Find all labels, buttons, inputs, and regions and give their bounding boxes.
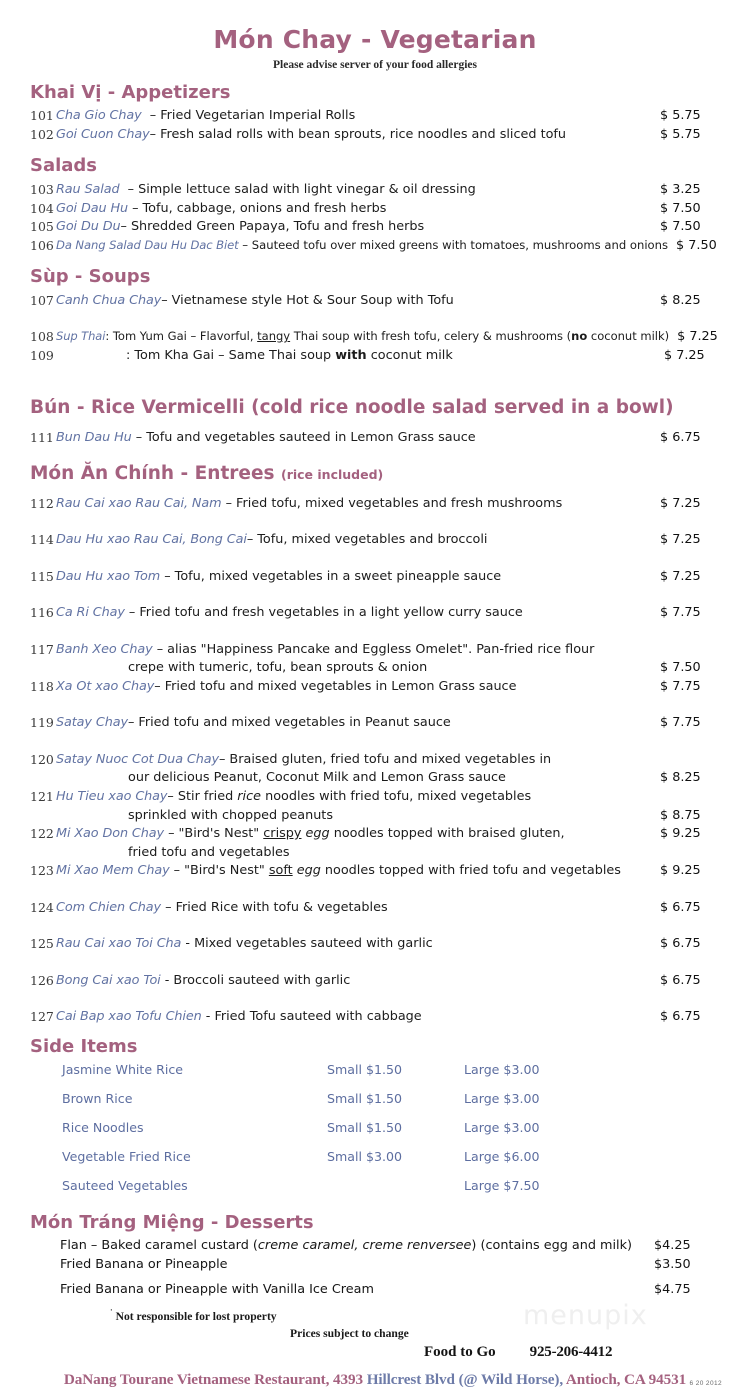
tick-mark: ˙ [110, 1307, 113, 1317]
item-description [56, 531, 660, 550]
thai-no: no [571, 329, 588, 344]
item-vietnamese-name: Dau Hu xao Tom [56, 568, 161, 584]
dessert-name: Fried Banana or Pineapple with Vanilla Ice Cream [60, 1282, 374, 1298]
item-description [56, 825, 660, 844]
item-price: $ 6.75 [660, 1009, 701, 1025]
menu-item-row [28, 641, 724, 660]
menu-item-row [28, 107, 724, 126]
item-description [56, 714, 660, 733]
item-vietnamese-name: Satay Nuoc Cot Dua Chay [56, 751, 219, 767]
item-dash: – [225, 495, 237, 511]
item-line-2: crepe with tumeric, tofu, bean sprouts & onion [128, 660, 428, 676]
menu-item-row [28, 531, 724, 550]
item-line-1-b: noodles topped with braised gluten, [329, 826, 565, 842]
item-line-1: – Braised gluten, fried tofu and mixed vegetables in [218, 751, 552, 767]
item-vietnamese-name: Bun Dau Hu [56, 429, 132, 445]
side-item-name: Vegetable Fried Rice [62, 1148, 191, 1164]
item-vietnamese-name: Satay Chay [56, 715, 128, 731]
thai-tangy: tangy [257, 329, 291, 344]
item-vietnamese-name: Sup Thai [56, 329, 106, 344]
salad-list [28, 181, 724, 255]
item-english-desc: Fried Rice with tofu & vegetables [175, 899, 388, 915]
item-dash: – [164, 568, 175, 584]
item-description [56, 200, 660, 219]
item-vietnamese-name: Rau Salad [56, 181, 120, 197]
footer [26, 1299, 724, 1389]
item-english-desc: Sauteed tofu over mixed greens with tomatoes, mushrooms and onions [251, 237, 669, 252]
item-vietnamese-name: Goi Du Du [56, 219, 121, 235]
item-dash: – [127, 181, 139, 197]
side-item-row [62, 1149, 724, 1178]
food-to-go-label: Food to Go [424, 1343, 496, 1360]
item-description [56, 862, 660, 881]
item-description [56, 788, 660, 807]
restaurant-name: DaNang Tourane Vietnamese Restaurant, 4393 [63, 1370, 367, 1388]
thai-line2-a: : Tom Kha Gai – Same Thai soup [126, 347, 336, 363]
item-price: $ 7.75 [660, 715, 701, 731]
item-number: 117 [30, 641, 54, 657]
item-english-desc: Fried tofu and fresh vegetables in a light yellow curry sauce [139, 605, 523, 621]
prices-subject-notice: Prices subject to change [290, 1326, 409, 1340]
item-dash: - [205, 1009, 215, 1025]
item-description [56, 972, 660, 991]
item-number: 107 [30, 292, 54, 308]
lost-property-text: Not responsible for lost property [115, 1309, 277, 1323]
item-number: 103 [30, 181, 54, 197]
item-price: $ 3.25 [660, 181, 701, 197]
item-english-desc: Tofu, mixed vegetables and broccoli [257, 532, 488, 548]
item-number: 124 [30, 899, 54, 915]
item-emphasis-egg: egg [301, 826, 330, 842]
item-number: 111 [30, 429, 54, 445]
side-item-small-price: Small $3.00 [327, 1148, 403, 1164]
item-price-spacer [660, 844, 724, 863]
date-stamp: 6 20 2012 [689, 1379, 722, 1387]
side-item-name: Rice Noodles [62, 1119, 144, 1135]
item-price: $ 8.25 [660, 292, 701, 308]
item-vietnamese-name: Bong Cai xao Toi [56, 972, 161, 988]
item-price: $ 7.25 [660, 532, 701, 548]
item-vietnamese-name: Goi Dau Hu [56, 200, 128, 216]
item-description [56, 604, 660, 623]
item-english-desc: Broccoli sauteed with garlic [173, 972, 351, 988]
item-dash: – [132, 200, 143, 216]
section-heading-soups: Sùp - Soups [30, 266, 151, 288]
item-vietnamese-name: Cai Bap xao Tofu Chien [56, 1009, 202, 1025]
side-item-row [62, 1091, 724, 1120]
item-line-1-a: – Stir fried [167, 789, 238, 805]
section-heading-appetizers: Khai Vị - Appetizers [30, 81, 231, 103]
item-dash: – [161, 292, 172, 308]
item-price: $ 5.75 [660, 108, 701, 124]
address-city: Antioch, CA 94531 [565, 1370, 687, 1388]
menu-item-row [28, 126, 724, 145]
item-vietnamese-name: Hu Tieu xao Chay [56, 789, 168, 805]
menu-item-row [28, 218, 724, 237]
side-item-large-price: Large $3.00 [464, 1061, 540, 1077]
item-continuation-row [28, 659, 724, 678]
item-continuation-row [28, 807, 724, 826]
item-description [56, 237, 676, 254]
item-english-desc: Fried Tofu sauteed with cabbage [214, 1009, 422, 1025]
thai-line1-a: : Tom Yum Gai – Flavorful, [105, 329, 258, 344]
item-english-desc: Fried Vegetarian Imperial Rolls [160, 108, 356, 124]
item-vietnamese-name: Com Chien Chay [56, 899, 162, 915]
item-vietnamese-name: Banh Xeo Chay [56, 641, 153, 657]
item-dash: – [149, 108, 161, 124]
item-vietnamese-name: Goi Cuon Chay [56, 126, 150, 142]
menu-item-row [28, 1008, 724, 1027]
side-item-large-price: Large $3.00 [464, 1119, 540, 1135]
item-number: 120 [30, 751, 54, 767]
menu-item-row [28, 495, 724, 514]
item-vietnamese-name: Canh Chua Chay [56, 292, 162, 308]
menu-item-row [28, 328, 724, 347]
item-line-1: – alias "Happiness Pancake and Eggless Omelet". Pan-fried rice flour [156, 641, 595, 657]
menu-item-row [28, 568, 724, 587]
dessert-text-italic: creme caramel, creme renversee [257, 1238, 472, 1254]
menu-item-row [28, 347, 724, 366]
item-description [56, 347, 664, 366]
entrees-heading-note: (rice included) [280, 467, 384, 483]
side-item-large-price: Large $3.00 [464, 1090, 540, 1106]
dessert-text-a: Flan – Baked caramel custard ( [60, 1238, 258, 1254]
side-item-small-price: Small $1.50 [327, 1090, 403, 1106]
section-heading-salads: Salads [30, 155, 98, 177]
item-description [56, 899, 660, 918]
item-english-desc: Tofu, mixed vegetables in a sweet pineapple sauce [174, 568, 502, 584]
restaurant-address [26, 1371, 724, 1389]
menu-item-row [28, 788, 724, 807]
item-number: 119 [30, 715, 54, 731]
item-number: 118 [30, 678, 54, 694]
entree-list [28, 495, 724, 1027]
section-heading-entrees [30, 463, 724, 484]
item-vietnamese-name: Xa Ot xao Chay [56, 678, 155, 694]
item-line-1-a: – "Bird's Nest" [168, 826, 264, 842]
item-number: 102 [30, 126, 54, 142]
item-english-desc: Simple lettuce salad with light vinegar & oil dressing [138, 181, 476, 197]
item-number: 101 [30, 108, 54, 124]
menu-item-row [28, 972, 724, 991]
side-item-name: Brown Rice [62, 1090, 133, 1106]
item-vietnamese-name: Mi Xao Don Chay [56, 826, 164, 842]
section-heading-vermicelli: Bún - Rice Vermicelli (cold rice noodle salad served in a bowl) [30, 397, 674, 419]
item-description [56, 181, 660, 200]
item-english-desc: Tofu, cabbage, onions and fresh herbs [142, 200, 387, 216]
item-number: 123 [30, 863, 54, 879]
side-item-small-price: Small $1.50 [327, 1061, 403, 1077]
item-english-desc: Fried tofu and mixed vegetables in Lemon Grass sauce [164, 678, 517, 694]
item-number: 104 [30, 200, 54, 216]
side-item-row [62, 1062, 724, 1091]
menu-item-row [28, 181, 724, 200]
item-number: 109 [30, 347, 54, 363]
item-dash: – [165, 899, 176, 915]
item-continuation-row [28, 844, 724, 863]
thai-line1-c: coconut milk) [587, 329, 670, 344]
item-price: $ 8.75 [660, 807, 701, 823]
item-price: $ 7.50 [660, 219, 701, 235]
item-description [56, 935, 660, 954]
item-price: $ 6.75 [660, 936, 701, 952]
phone-number[interactable]: 925-206-4412 [529, 1343, 613, 1360]
item-price: $ 7.50 [660, 660, 701, 676]
item-number: 106 [30, 237, 54, 253]
page-title: Món Chay - Vegetarian [213, 25, 537, 54]
item-price: $ 7.50 [676, 237, 717, 253]
item-emphasis-soft: soft [268, 863, 293, 879]
side-item-small-price: Small $1.50 [327, 1119, 403, 1135]
item-number: 105 [30, 219, 54, 235]
item-english-desc: Shredded Green Papaya, Tofu and fresh herbs [130, 219, 425, 235]
item-price: $ 7.50 [660, 200, 701, 216]
address-street: Hillcrest Blvd (@ Wild Horse), [366, 1370, 566, 1388]
item-vietnamese-name: Rau Cai xao Toi Cha [56, 936, 182, 952]
item-vietnamese-name: Rau Cai xao Rau Cai, Nam [56, 495, 222, 511]
menupix-watermark: menupix [523, 1299, 648, 1331]
item-description [56, 641, 660, 660]
dessert-list [60, 1237, 724, 1300]
item-dash: – [135, 429, 147, 445]
dessert-price: $4.25 [654, 1238, 691, 1254]
side-item-large-price: Large $7.50 [464, 1177, 540, 1193]
item-line-2: our delicious Peanut, Coconut Milk and Lemon Grass sauce [128, 770, 506, 786]
item-dash: – [242, 237, 252, 252]
dessert-row [60, 1237, 724, 1256]
item-description [56, 1008, 660, 1027]
item-number: 114 [30, 532, 54, 548]
item-number: 108 [30, 329, 54, 345]
item-description [56, 751, 660, 770]
item-english-desc: Fried tofu, mixed vegetables and fresh mushrooms [236, 495, 563, 511]
item-dash: - [185, 936, 195, 952]
item-number: 127 [30, 1009, 54, 1025]
item-price: $ 7.25 [664, 347, 705, 363]
item-english-desc: Mixed vegetables sauteed with garlic [194, 936, 433, 952]
menu-item-row [28, 714, 724, 733]
side-item-name: Sauteed Vegetables [62, 1177, 188, 1193]
item-description [56, 429, 660, 448]
item-line-2: sprinkled with chopped peanuts [128, 807, 333, 823]
item-price: $ 6.75 [660, 899, 701, 915]
item-dash: – [128, 605, 140, 621]
soup-list [28, 292, 724, 366]
dessert-row [60, 1256, 724, 1275]
item-description [56, 126, 660, 145]
item-dash: – [149, 126, 161, 142]
menu-item-row [28, 899, 724, 918]
item-number: 116 [30, 605, 54, 621]
item-description [56, 218, 660, 237]
section-heading-desserts: Món Tráng Miệng - Desserts [30, 1211, 314, 1233]
item-english-desc: Fresh salad rolls with bean sprouts, rice noodles and sliced tofu [160, 126, 567, 142]
dessert-name [60, 1237, 654, 1256]
item-line-b: noodles topped with fried tofu and vegetables [320, 863, 621, 879]
item-vietnamese-name: Dau Hu xao Rau Cai, Bong Cai [56, 532, 247, 548]
item-vietnamese-name: Cha Gio Chay [56, 108, 142, 124]
item-dash: - [164, 972, 174, 988]
item-number: 125 [30, 936, 54, 952]
item-number: 115 [30, 568, 54, 584]
item-description [56, 495, 660, 514]
item-price: $ 6.75 [660, 429, 701, 445]
entrees-heading-text: Món Ăn Chính - Entrees [30, 463, 275, 485]
item-number: 122 [30, 826, 54, 842]
allergy-notice: Please advise server of your food allergies [273, 58, 477, 71]
menu-item-row [28, 935, 724, 954]
item-price: $ 8.25 [660, 770, 701, 786]
section-heading-side-items: Side Items [30, 1035, 138, 1057]
item-number: 112 [30, 495, 54, 511]
menu-item-row [28, 237, 724, 256]
menu-item-row [28, 429, 724, 448]
vermicelli-list [28, 429, 724, 448]
item-price: $ 7.75 [660, 678, 701, 694]
item-price: $ 7.25 [677, 329, 718, 345]
item-price: $ 9.25 [660, 826, 701, 842]
item-emphasis-rice: rice [237, 789, 262, 805]
side-item-large-price: Large $6.00 [464, 1148, 540, 1164]
item-line-a: – "Bird's Nest" [173, 863, 269, 879]
item-price: $ 7.75 [660, 605, 701, 621]
item-vietnamese-name: Da Nang Salad Dau Hu Dac Biet [56, 237, 239, 252]
item-continuation-row [28, 769, 724, 788]
dessert-name: Fried Banana or Pineapple [60, 1256, 228, 1272]
item-vietnamese-name: Mi Xao Mem Chay [56, 863, 170, 879]
item-price: $ 6.75 [660, 972, 701, 988]
side-item-row [62, 1120, 724, 1149]
thai-line1-b: Thai soup with fresh tofu, celery & mushrooms ( [290, 329, 572, 344]
side-item-name: Jasmine White Rice [62, 1061, 184, 1077]
item-line-1-b: noodles with fried tofu, mixed vegetables [261, 789, 532, 805]
item-description [56, 568, 660, 587]
dessert-price: $4.75 [654, 1282, 691, 1298]
item-dash: – [120, 219, 131, 235]
menu-item-row [28, 200, 724, 219]
dessert-row [60, 1281, 724, 1300]
dessert-text-b: ) (contains egg and milk) [471, 1238, 633, 1254]
thai-with: with [335, 347, 367, 363]
appetizer-list [28, 107, 724, 144]
side-items-list [62, 1062, 724, 1207]
menu-item-row [28, 604, 724, 623]
item-number: 126 [30, 972, 54, 988]
food-to-go-line [424, 1344, 724, 1361]
item-emphasis-crispy: crispy [263, 826, 302, 842]
item-description [56, 328, 677, 345]
menu-item-row [28, 292, 724, 311]
item-description [56, 292, 660, 311]
item-price: $ 7.25 [660, 568, 701, 584]
menu-item-row [28, 678, 724, 697]
menu-item-row [28, 751, 724, 770]
item-english-desc: Vietnamese style Hot & Sour Soup with Tofu [171, 292, 454, 308]
menu-item-row [28, 825, 724, 844]
thai-line2-b: coconut milk [366, 347, 453, 363]
item-english-desc: Tofu and vegetables sauteed in Lemon Grass sauce [146, 429, 476, 445]
item-price: $ 9.25 [660, 863, 701, 879]
item-emphasis-egg: egg [292, 863, 321, 879]
item-line-2: fried tofu and vegetables [128, 844, 290, 860]
dessert-price: $3.50 [654, 1256, 691, 1272]
item-description [56, 678, 660, 697]
item-dash: – [127, 715, 139, 731]
item-dash: – [246, 532, 258, 548]
menu-item-row [28, 862, 724, 881]
item-description [56, 107, 660, 126]
item-dash: – [154, 678, 165, 694]
side-item-row [62, 1178, 724, 1207]
item-price: $ 5.75 [660, 126, 701, 142]
item-english-desc: Fried tofu and mixed vegetables in Peanut sauce [138, 715, 451, 731]
item-price: $ 7.25 [660, 495, 701, 511]
item-vietnamese-name: Ca Ri Chay [56, 605, 125, 621]
item-number: 121 [30, 789, 54, 805]
